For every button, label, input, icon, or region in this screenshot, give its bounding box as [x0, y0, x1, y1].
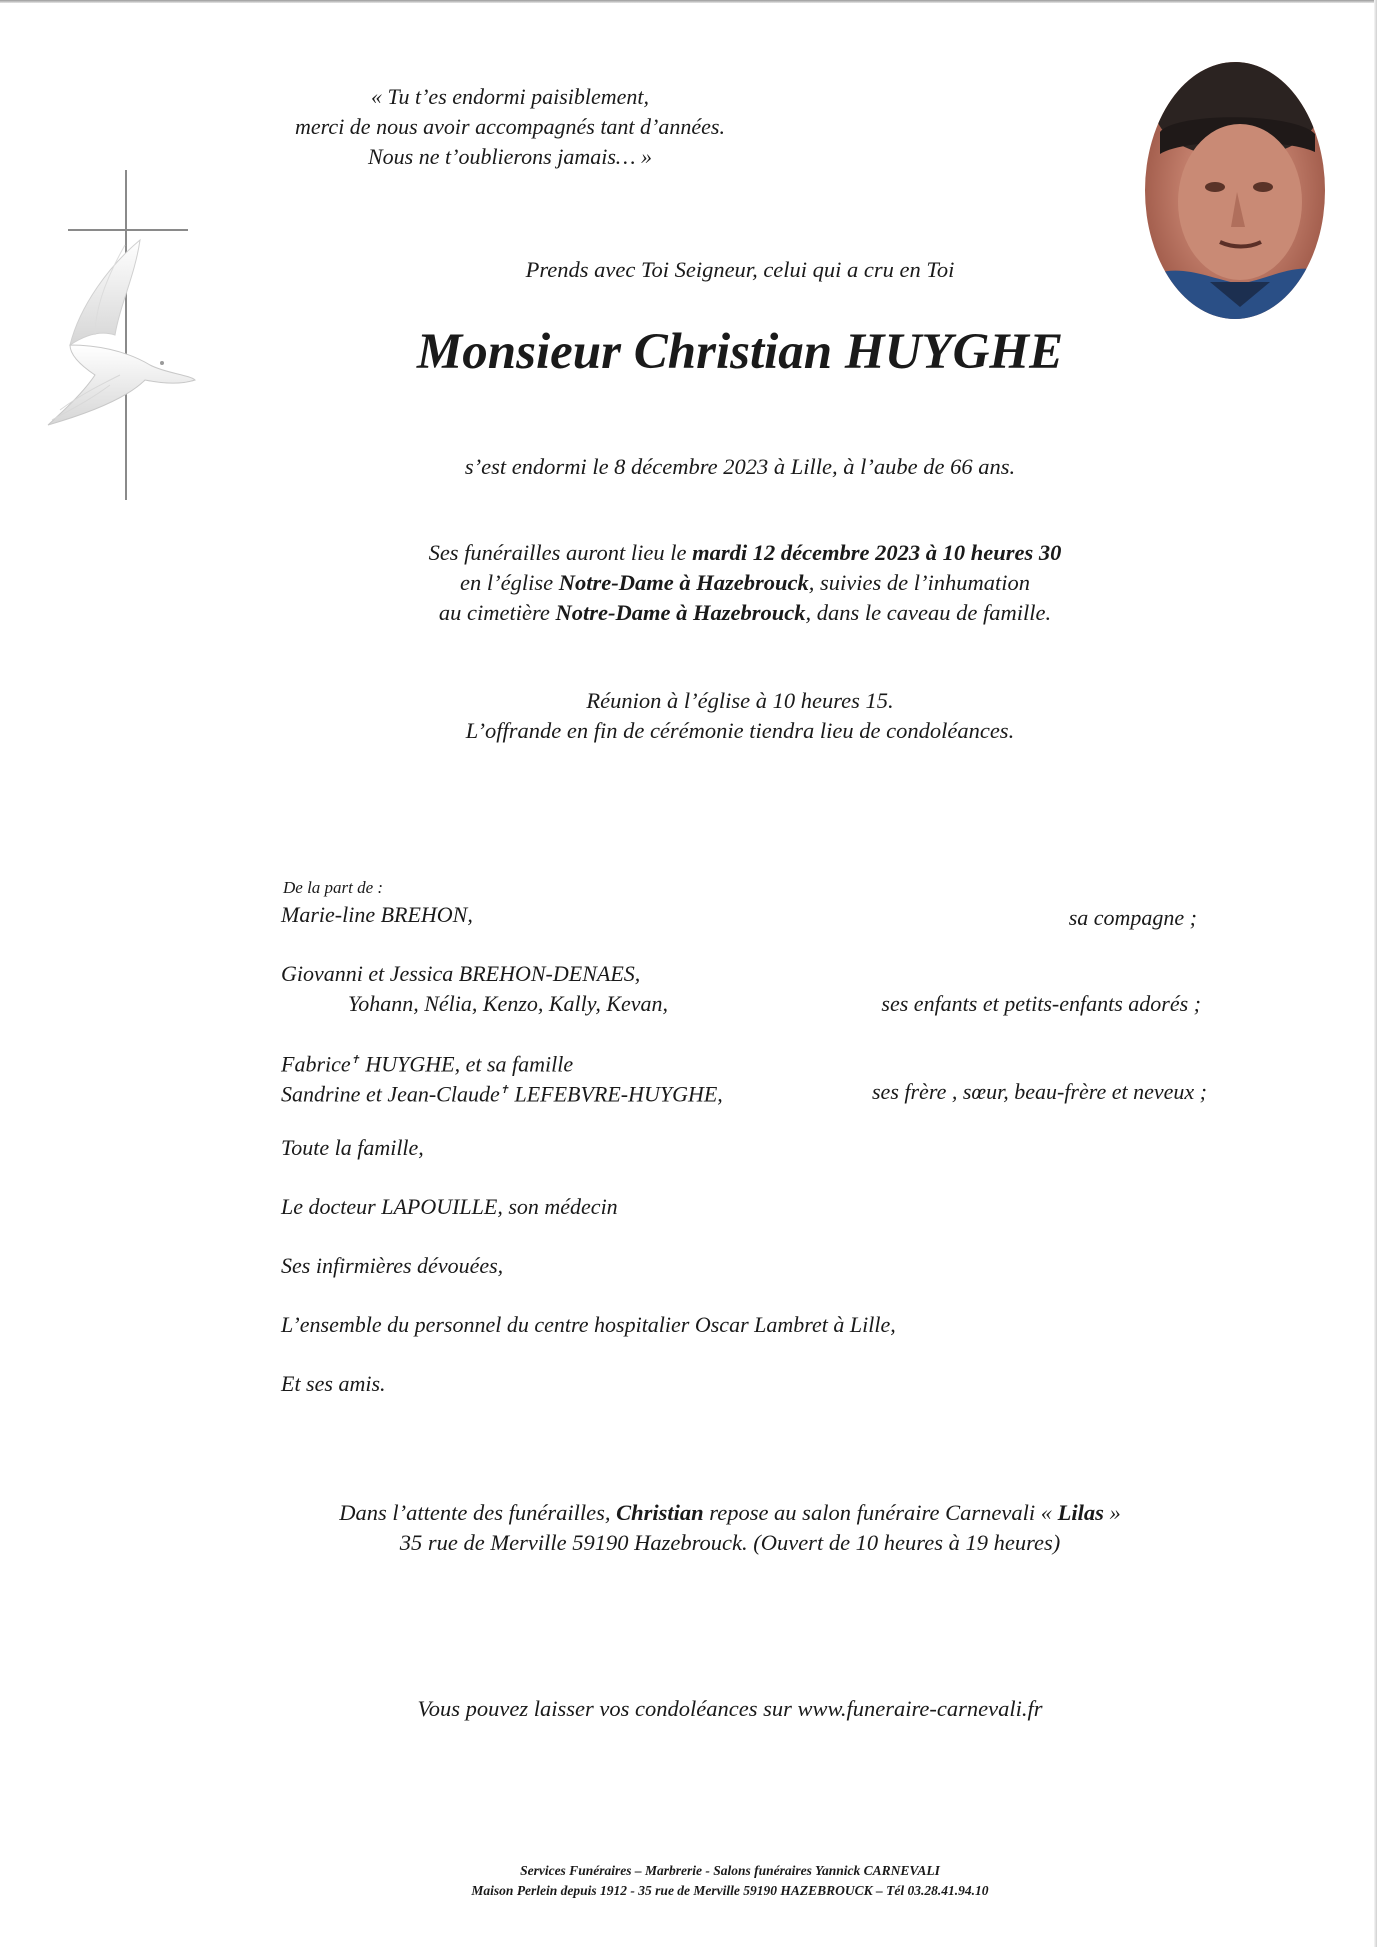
sibling-name: Fabrice [281, 1051, 351, 1077]
funeral-details [330, 538, 1160, 628]
sibling-name: Sandrine et Jean-Claude [281, 1081, 500, 1107]
reunion-info [380, 686, 1100, 746]
salon-text: repose au salon funéraire Carnevali « [703, 1500, 1058, 1525]
cemetery-name: Notre-Dame à Hazebrouck [555, 600, 806, 625]
children-role: ses enfants et petits-enfants adorés ; [881, 991, 1201, 1016]
siblings-role: ses frère , sœur, beau-frère et neveux ; [872, 1079, 1207, 1104]
church-name: Notre-Dame à Hazebrouck [558, 570, 809, 595]
quote-line: Nous ne t’oublierons jamais… » [368, 144, 652, 169]
deceased-portrait [1145, 62, 1325, 319]
all-family: Toute la famille, [281, 1135, 424, 1160]
funeral-text: en l’église [460, 570, 559, 595]
funeral-line-3 [330, 598, 1160, 628]
sibling-name: LEFEBVRE-HUYGHE, [508, 1081, 723, 1107]
siblings-line-2 [281, 1075, 723, 1109]
quote-line: « Tu t’es endormi paisiblement, [370, 84, 650, 109]
salon-line-1 [260, 1498, 1200, 1528]
funeral-home-footer [330, 1861, 1130, 1901]
companion-name: Marie-line BREHON, [281, 902, 473, 927]
nurses: Ses infirmières dévouées, [281, 1253, 504, 1278]
funeral-text: Ses funérailles auront lieu le [428, 540, 693, 565]
scan-edge-top [0, 0, 1377, 3]
deceased-first-name: Christian [616, 1500, 704, 1525]
family-intro: De la part de : [283, 878, 384, 897]
funeral-line-1 [330, 538, 1160, 568]
children-line-2: Yohann, Nélia, Kenzo, Kally, Kevan, [348, 991, 669, 1016]
footer-line: Services Funéraires – Marbrerie - Salons funéraires Yannick CARNEVALI [520, 1863, 940, 1878]
funeral-text: au cimetière [438, 600, 556, 625]
cross-horizontal-bar [68, 229, 188, 231]
death-notice: s’est endormi le 8 décembre 2023 à Lille, à l’aube de 66 ans. [464, 454, 1016, 479]
funeral-text: , suivies de l’inhumation [808, 570, 1030, 595]
cross-mark-icon: ✝ [350, 1054, 360, 1066]
salon-text: » [1103, 1500, 1121, 1525]
reunion-line: Réunion à l’église à 10 heures 15. [586, 688, 894, 713]
salon-info [260, 1498, 1200, 1558]
funeral-datetime: mardi 12 décembre 2023 à 10 heures 30 [692, 540, 1062, 565]
prayer-line: Prends avec Toi Seigneur, celui qui a cru en Toi [525, 257, 955, 282]
sibling-name: HUYGHE, et sa famille [359, 1051, 574, 1077]
children-line-1: Giovanni et Jessica BREHON-DENAES, [281, 961, 641, 986]
deceased-name: Monsieur Christian HUYGHE [416, 324, 1064, 380]
portrait-image [1145, 62, 1325, 319]
salon-text: Dans l’attente des funérailles, [339, 1500, 617, 1525]
doctor: Le docteur LAPOUILLE, son médecin [281, 1194, 618, 1219]
opening-quote [230, 82, 790, 172]
quote-line: merci de nous avoir accompagnés tant d’années. [295, 114, 725, 139]
cross-mark-icon: ✝ [499, 1084, 509, 1096]
footer-line: Maison Perlein depuis 1912 - 35 rue de Merville 59190 HAZEBROUCK – Tél 03.28.41.94.10 [471, 1883, 989, 1898]
reunion-line: L’offrande en fin de cérémonie tiendra lieu de condoléances. [465, 718, 1015, 743]
companion-role: sa compagne ; [1068, 905, 1197, 930]
hospital-staff: L’ensemble du personnel du centre hospitalier Oscar Lambret à Lille, [281, 1312, 896, 1337]
funeral-line-2 [330, 568, 1160, 598]
condolences-note: Vous pouvez laisser vos condoléances sur www.funeraire-carnevali.fr [417, 1696, 1043, 1721]
dove-icon [40, 235, 200, 435]
friends: Et ses amis. [281, 1371, 386, 1396]
funeral-text: , dans le caveau de famille. [805, 600, 1052, 625]
salon-line-2: 35 rue de Merville 59190 Hazebrouck. (Ouvert de 10 heures à 19 heures) [399, 1530, 1061, 1555]
salon-room-name: Lilas [1057, 1500, 1104, 1525]
